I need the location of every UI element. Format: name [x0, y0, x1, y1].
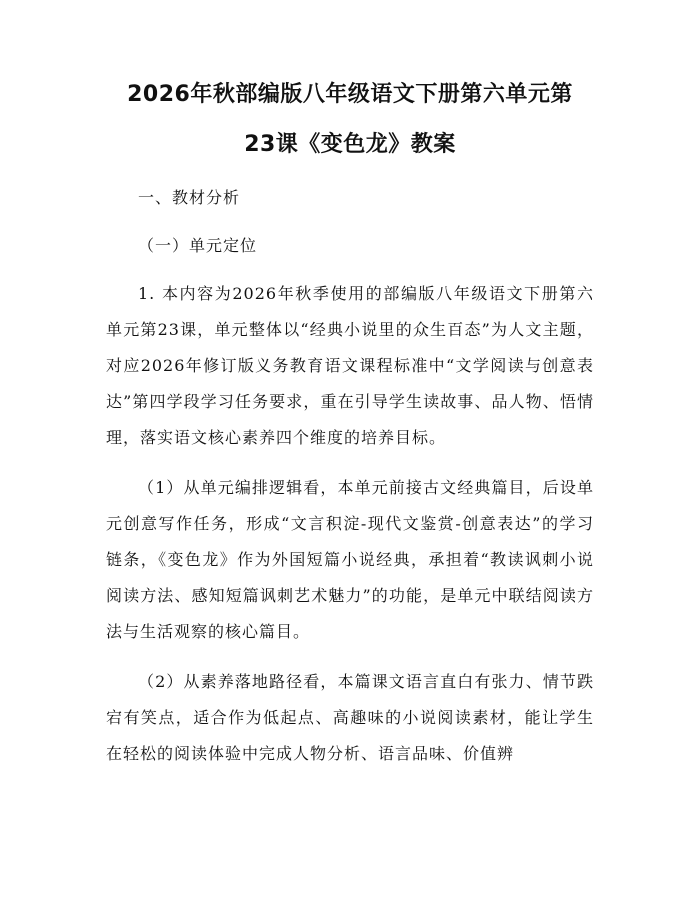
title-line-2: 23课《变色龙》教案: [244, 132, 456, 157]
paragraph-3: （2）从素养落地路径看，本篇课文语言直白有张力、情节跌宕有笑点，适合作为低起点、高趣味的小说阅读素材，能让学生在轻松的阅读体验中完成人物分析、语言品味、价值辨: [106, 672, 594, 763]
section-heading: 一、教材分析: [138, 188, 241, 207]
subsection-heading: （一）单元定位: [138, 236, 258, 255]
document-body: [106, 180, 594, 772]
paragraph-1: 1. 本内容为2026年秋季使用的部编版八年级语文下册第六单元第23课，单元整体以“经典小说里的众生百态”为人文主题，对应2026年修订版义务教育语文课程标准中“文学阅读与创意表达”第四学段学习任务要求，重在引导学生读故事、品人物、悟情理，落实语文核心素养四个维度的培养目标。: [106, 284, 594, 447]
title-line-1: 2026年秋部编版八年级语文下册第六单元第: [127, 82, 573, 107]
document-title: [106, 70, 594, 170]
paragraph-2: （1）从单元编排逻辑看，本单元前接古文经典篇目，后设单元创意写作任务，形成“文言积淀-现代文鉴赏-创意表达”的学习链条，《变色龙》作为外国短篇小说经典，承担着“教读讽刺小说阅读方法、感知短篇讽刺艺术魅力”的功能，是单元中联结阅读方法与生活观察的核心篇目。: [106, 478, 594, 641]
